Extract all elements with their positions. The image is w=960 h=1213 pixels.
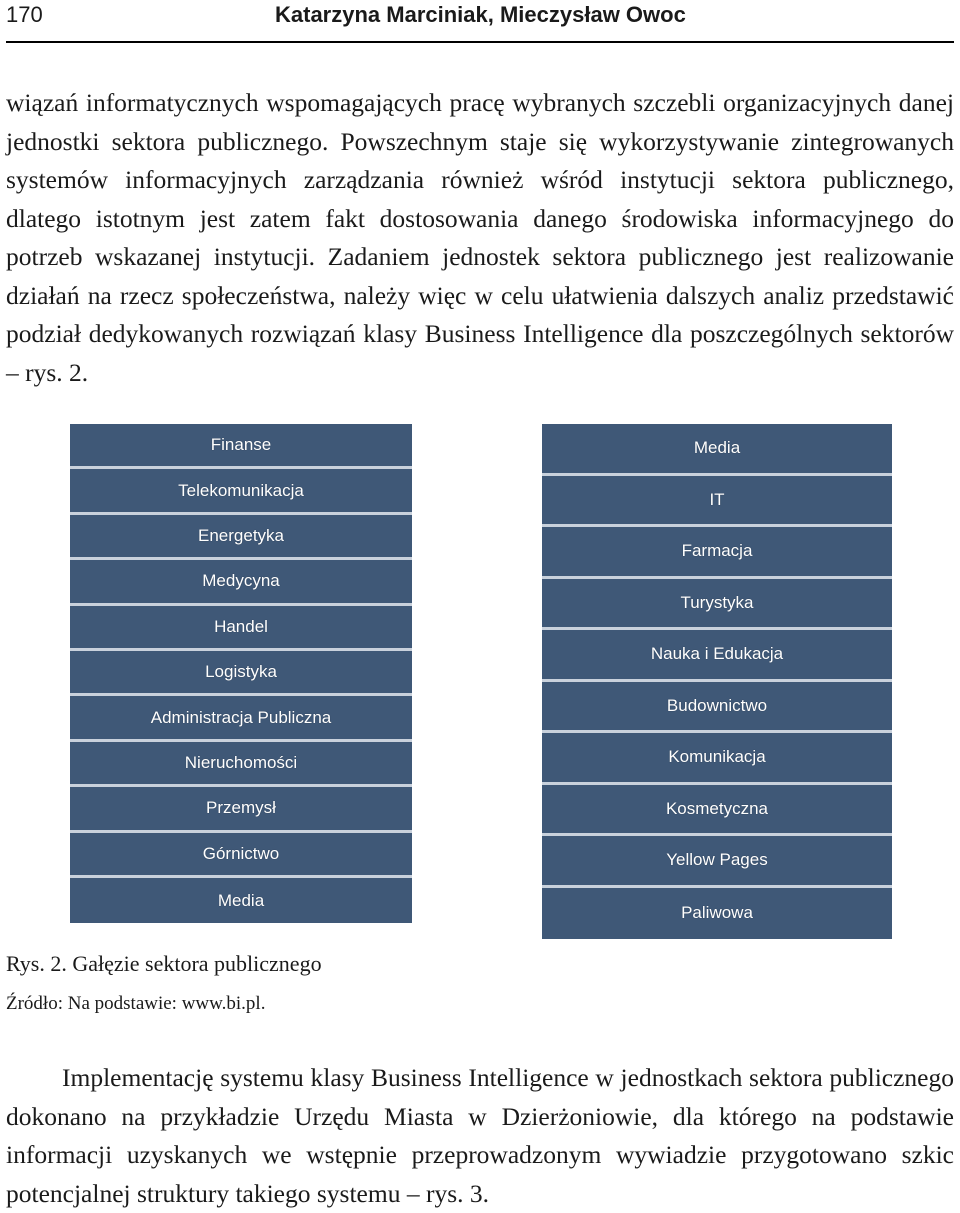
running-head-authors: Katarzyna Marciniak, Mieczysław Owoc	[275, 2, 686, 27]
sector-item: Przemysł	[70, 787, 412, 832]
sector-item: Budownictwo	[542, 682, 892, 734]
sector-item: Medycyna	[70, 560, 412, 605]
sector-item: Media	[70, 878, 412, 923]
header-rule	[6, 41, 954, 43]
sector-item: Nieruchomości	[70, 742, 412, 787]
sector-item: IT	[542, 476, 892, 528]
body-paragraph-2: Implementację systemu klasy Business Intelligence w jednostkach sektora publicznego dokonano na przykładzie Urzędu Miasta w Dzierżoniowie, dla którego na podstawie informacji uzyskanych we wstępnie przeprowadzonym wywiadzie przygotowano szkic potencjalnej struktury takiego systemu – rys. 3.	[6, 1063, 954, 1208]
sector-item: Nauka i Edukacja	[542, 630, 892, 682]
page-number: 170	[6, 2, 43, 27]
figure-caption: Rys. 2. Gałęzie sektora publicznego	[6, 951, 322, 976]
body-paragraph-1: wiązań informatycznych wspomagających pracę wybranych szczebli organizacyjnych danej jednostki sektora publicznego. Powszechnym staje się wykorzystywanie zintegrowanych systemów informacyjnych zarządzania również wśród instytucji sektora publicznego, dlatego istotnym jest zatem fakt dostosowania danego środowiska informacyjnego do potrzeb wskazanej instytucji. Zadaniem jednostek sektora publicznego jest realizowanie działań na rzecz społeczeństwa, należy więc w celu ułatwienia dalszych analiz przedstawić podział dedykowanych rozwiązań klasy Business Intelligence dla poszczególnych sektorów – rys. 2.	[6, 88, 954, 387]
sector-item: Kosmetyczna	[542, 785, 892, 837]
sector-item: Telekomunikacja	[70, 469, 412, 514]
sector-item: Handel	[70, 606, 412, 651]
sector-item: Finanse	[70, 424, 412, 469]
running-header	[0, 0, 960, 44]
sector-item: Yellow Pages	[542, 836, 892, 888]
sector-item: Górnictwo	[70, 833, 412, 878]
sector-item: Energetyka	[70, 515, 412, 560]
sector-list-left	[70, 424, 412, 923]
sector-item: Turystyka	[542, 579, 892, 631]
sector-item: Komunikacja	[542, 733, 892, 785]
sector-item: Logistyka	[70, 651, 412, 696]
sector-item: Administracja Publiczna	[70, 696, 412, 741]
sector-item: Paliwowa	[542, 888, 892, 940]
sector-item: Media	[542, 424, 892, 476]
figure-source: Źródło: Na podstawie: www.bi.pl.	[6, 993, 266, 1014]
sector-item: Farmacja	[542, 527, 892, 579]
sector-list-right	[542, 424, 892, 939]
